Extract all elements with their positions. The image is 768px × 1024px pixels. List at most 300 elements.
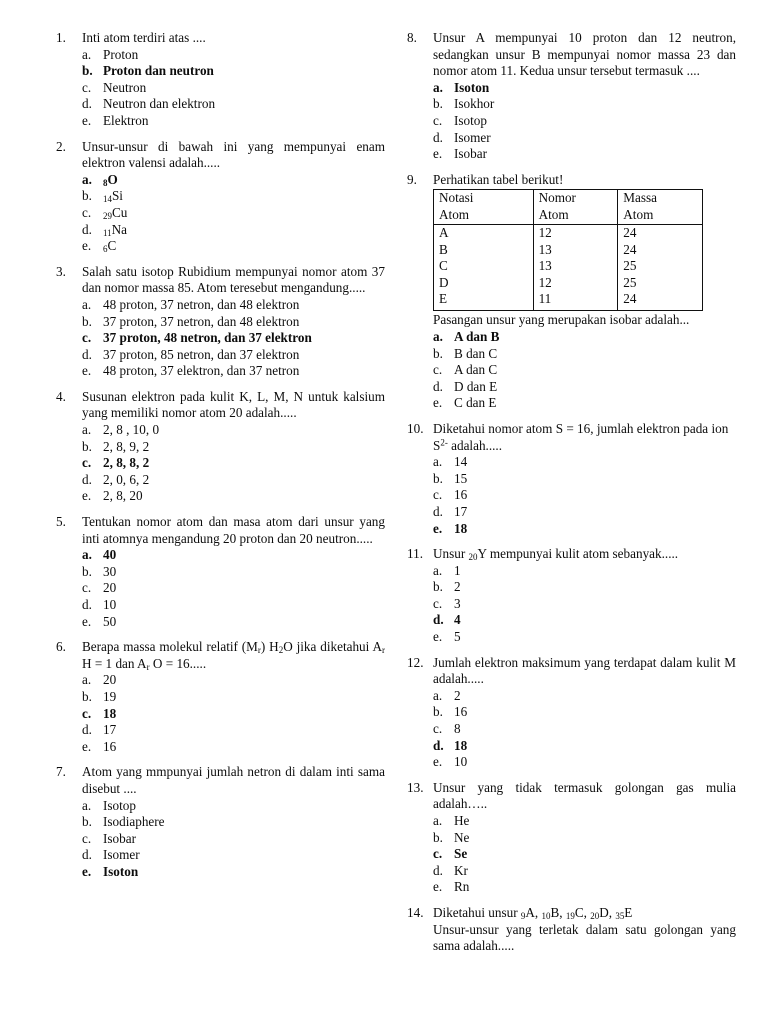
- option-item[interactable]: [433, 688, 736, 705]
- option-item[interactable]: [82, 814, 385, 831]
- option-item[interactable]: [82, 63, 385, 80]
- question-body: [82, 264, 385, 380]
- option-text: Rn: [454, 879, 470, 895]
- option-text: 17: [103, 722, 117, 738]
- option-item[interactable]: [82, 297, 385, 314]
- option-item[interactable]: [433, 563, 736, 580]
- question-block: [407, 546, 736, 646]
- option-item[interactable]: [82, 722, 385, 739]
- option-letter: d.: [82, 221, 92, 237]
- option-letter: a.: [433, 562, 443, 578]
- table-cell: 13: [533, 242, 618, 258]
- option-text: 18: [454, 737, 468, 753]
- table-header-cell: [618, 190, 703, 225]
- option-letter: b.: [82, 188, 92, 204]
- question-block: [407, 421, 736, 537]
- question-body: [433, 172, 736, 412]
- option-letter: d.: [433, 737, 444, 753]
- option-item[interactable]: [82, 222, 385, 239]
- option-text: 2: [454, 579, 461, 595]
- option-letter: a.: [82, 422, 92, 438]
- option-letter: b.: [433, 579, 443, 595]
- option-item[interactable]: [82, 488, 385, 505]
- question-text: Jumlah elektron maksimum yang terdapat dalam kulit M adalah.....: [433, 654, 736, 687]
- option-list: [82, 422, 385, 505]
- question-block: [407, 780, 736, 896]
- option-letter: a.: [433, 813, 443, 828]
- option-text: 37 proton, 85 netron, dan 37 elektron: [103, 346, 300, 362]
- table-header-line1: Notasi: [439, 190, 474, 206]
- option-letter: b.: [82, 563, 92, 579]
- question-text: Tentukan nomor atom dan masa atom dari unsur yang inti atomnya mengandung 20 proton dan 20 neutron.....: [82, 514, 385, 546]
- option-item[interactable]: [433, 454, 736, 471]
- option-letter: d.: [82, 471, 92, 487]
- option-text: 16: [454, 487, 468, 503]
- option-item[interactable]: [82, 739, 385, 756]
- option-letter: e.: [82, 238, 92, 254]
- option-item[interactable]: [82, 455, 385, 472]
- option-item[interactable]: [433, 579, 736, 596]
- question-number: 4.: [56, 388, 66, 404]
- option-letter: e.: [82, 863, 92, 879]
- question-number: 13.: [407, 779, 424, 795]
- option-item[interactable]: [433, 329, 736, 346]
- question-text: Unsur A mempunyai 10 proton dan 12 neutron, sedangkan unsur B mempunyai nomor massa 23 dan nomor atom 11. Kedua unsur tersebut termasuk ....: [433, 30, 736, 79]
- option-text: Neutron: [103, 79, 147, 95]
- option-text: 48 proton, 37 elektron, dan 37 netron: [103, 363, 300, 379]
- question-text: Diketahui unsur $_9$A, $_{10}$B, $_{19}$C, $_{20}$D, $_{35}$E: [433, 904, 633, 921]
- question-body: [82, 30, 385, 130]
- option-letter: d.: [433, 862, 443, 878]
- option-letter: b.: [82, 313, 92, 329]
- option-item[interactable]: [82, 706, 385, 723]
- option-letter: b.: [82, 688, 92, 704]
- table-header-line1: Nomor: [538, 190, 576, 206]
- table-header-line1: Massa: [623, 190, 657, 206]
- question-body: [433, 905, 736, 955]
- question-block: [407, 655, 736, 771]
- option-letter: b.: [82, 63, 93, 79]
- table-cell: A: [434, 225, 534, 242]
- question-number: 6.: [56, 639, 66, 655]
- option-text: 37 proton, 37 netron, dan 48 elektron: [103, 313, 300, 329]
- option-text: Isobar: [454, 146, 487, 162]
- question-subtext: Unsur-unsur yang terletak dalam satu golongan yang sama adalah.....: [433, 921, 736, 954]
- option-item[interactable]: [82, 689, 385, 706]
- option-letter: a.: [82, 797, 92, 813]
- option-text: A dan B: [454, 328, 500, 344]
- option-text: 18: [103, 705, 117, 721]
- option-letter: b.: [433, 704, 443, 720]
- question-number: 10.: [407, 420, 424, 436]
- option-letter: a.: [82, 672, 92, 688]
- option-item[interactable]: [433, 612, 736, 629]
- option-item[interactable]: [82, 472, 385, 489]
- option-letter: a.: [433, 79, 443, 95]
- question-number: 14.: [407, 904, 424, 920]
- option-text: Isomer: [454, 129, 491, 145]
- table-cell: B: [434, 242, 534, 258]
- question-body: [433, 30, 736, 163]
- option-letter: d.: [82, 597, 92, 612]
- option-text: 20: [103, 580, 117, 596]
- option-text: $_{14}$Si: [103, 188, 123, 205]
- option-item[interactable]: [82, 96, 385, 113]
- option-letter: b.: [82, 814, 92, 830]
- table-row: [434, 291, 703, 311]
- two-column-layout: [56, 30, 736, 964]
- option-letter: d.: [82, 722, 92, 738]
- option-letter: c.: [433, 721, 443, 737]
- option-item[interactable]: [433, 346, 736, 363]
- option-item[interactable]: [433, 362, 736, 379]
- option-text: 8: [454, 721, 461, 737]
- question-body: [433, 780, 736, 896]
- option-list: [82, 297, 385, 380]
- question-number: 12.: [407, 654, 424, 670]
- option-item[interactable]: [82, 614, 385, 631]
- table-header-cell: [533, 190, 618, 225]
- option-item[interactable]: [82, 172, 385, 189]
- option-letter: a.: [82, 46, 92, 62]
- option-item[interactable]: [82, 314, 385, 331]
- option-item[interactable]: [82, 439, 385, 456]
- atom-table: [433, 189, 703, 311]
- option-text: Isotop: [103, 797, 136, 813]
- option-text: Se: [454, 846, 468, 862]
- option-text: 20: [103, 672, 117, 688]
- option-text: Isotop: [454, 112, 487, 128]
- question-body: [82, 389, 385, 505]
- option-item[interactable]: [82, 547, 385, 564]
- option-list: [82, 172, 385, 255]
- option-item[interactable]: [433, 113, 736, 130]
- table-cell: 12: [533, 275, 618, 291]
- question-text: Perhatikan tabel berikut!: [433, 171, 564, 187]
- option-letter: a.: [82, 296, 92, 312]
- option-list: [433, 454, 736, 537]
- option-text: A dan C: [454, 362, 498, 378]
- table-header-cell: [434, 190, 534, 225]
- option-text: 50: [103, 613, 117, 629]
- question-block: [56, 514, 385, 630]
- option-text: Isokhor: [454, 96, 495, 112]
- option-item[interactable]: [82, 347, 385, 364]
- question-number: 2.: [56, 138, 66, 154]
- option-letter: e.: [433, 395, 443, 411]
- option-list: [82, 798, 385, 881]
- question-block: [407, 172, 736, 412]
- option-letter: d.: [433, 612, 444, 628]
- option-item[interactable]: [433, 471, 736, 488]
- option-letter: c.: [433, 362, 443, 378]
- table-cell: 24: [618, 291, 703, 311]
- option-text: $_{11}$Na: [103, 221, 128, 238]
- question-number: 5.: [56, 514, 66, 530]
- option-letter: b.: [433, 96, 443, 112]
- option-text: 18: [454, 520, 468, 536]
- option-text: 17: [454, 503, 468, 519]
- option-list: [433, 80, 736, 163]
- option-item[interactable]: [433, 813, 736, 830]
- option-text: 3: [454, 595, 461, 611]
- option-text: $_6$C: [103, 238, 117, 255]
- table-cell: 25: [618, 275, 703, 291]
- option-text: $_8$O: [103, 171, 118, 188]
- question-body: [433, 421, 736, 537]
- option-text: 15: [454, 470, 468, 486]
- option-letter: b.: [82, 438, 92, 454]
- table-cell: 12: [533, 225, 618, 242]
- atom-table-wrapper: [433, 189, 736, 311]
- option-item[interactable]: [82, 113, 385, 130]
- option-letter: d.: [82, 346, 92, 362]
- option-item[interactable]: [433, 96, 736, 113]
- question-block: [56, 639, 385, 755]
- table-header-row: [434, 190, 703, 225]
- option-item[interactable]: [82, 363, 385, 380]
- option-text: Proton dan neutron: [103, 63, 214, 79]
- option-text: 10: [454, 754, 468, 770]
- option-letter: e.: [82, 738, 92, 754]
- question-subtext: Pasangan unsur yang merupakan isobar adalah...: [433, 312, 690, 328]
- option-item[interactable]: [82, 205, 385, 222]
- option-item[interactable]: [82, 847, 385, 864]
- table-row: [434, 242, 703, 258]
- table-cell: 13: [533, 258, 618, 274]
- question-text: Atom yang mmpunyai jumlah netron di dalam inti sama disebut ....: [82, 764, 385, 796]
- option-text: He: [454, 813, 470, 828]
- question-number: 9.: [407, 171, 417, 187]
- option-letter: c.: [82, 830, 92, 846]
- option-text: 40: [103, 547, 117, 563]
- option-list: [82, 547, 385, 630]
- option-letter: d.: [82, 847, 92, 863]
- option-text: B dan C: [454, 345, 498, 361]
- question-block: [56, 264, 385, 380]
- option-letter: e.: [82, 112, 92, 128]
- question-block: [56, 30, 385, 130]
- option-text: Proton: [103, 46, 139, 62]
- question-body: [433, 546, 736, 646]
- question-body: [82, 139, 385, 255]
- option-text: D dan E: [454, 378, 498, 394]
- question-text: Berapa massa molekul relatif $(M_r)$ $H_2O$ jika diketahui $A_r$ H = 1 dan $A_r$ O = 16.....: [82, 639, 385, 672]
- table-row: [434, 275, 703, 291]
- option-item[interactable]: [82, 564, 385, 581]
- option-text: 1: [454, 562, 461, 578]
- option-letter: b.: [433, 829, 443, 845]
- table-cell: 24: [618, 225, 703, 242]
- option-item[interactable]: [433, 504, 736, 521]
- option-item[interactable]: [82, 330, 385, 347]
- option-letter: c.: [82, 580, 92, 596]
- option-item[interactable]: [82, 80, 385, 97]
- option-letter: a.: [82, 171, 92, 187]
- option-letter: c.: [433, 846, 443, 862]
- option-item[interactable]: [82, 47, 385, 64]
- question-block: [56, 139, 385, 255]
- question-number: 3.: [56, 263, 66, 279]
- option-text: 2, 0, 6, 2: [103, 471, 150, 487]
- table-cell: C: [434, 258, 534, 274]
- table-cell: 25: [618, 258, 703, 274]
- question-text: Unsur yang tidak termasuk golongan gas mulia adalah…..: [433, 779, 736, 812]
- table-row: [434, 225, 703, 242]
- option-text: $_{29}$Cu: [103, 204, 128, 221]
- option-text: 4: [454, 612, 461, 628]
- question-body: [82, 639, 385, 755]
- option-text: 48 proton, 37 netron, dan 48 elektron: [103, 296, 300, 312]
- option-letter: c.: [433, 112, 443, 128]
- option-letter: e.: [433, 629, 443, 645]
- question-column-left: [56, 30, 385, 890]
- question-text: Diketahui nomor atom S = 16, jumlah elektron pada ion $S^{2-}$ adalah.....: [433, 420, 729, 453]
- option-text: 10: [103, 597, 117, 612]
- option-text: Neutron dan elektron: [103, 96, 216, 112]
- option-list: [433, 813, 736, 896]
- question-text: Unsur-unsur di bawah ini yang mempunyai enam elektron valensi adalah.....: [82, 138, 385, 171]
- option-letter: e.: [82, 363, 92, 379]
- table-cell: D: [434, 275, 534, 291]
- question-body: [433, 655, 736, 771]
- option-letter: b.: [433, 470, 443, 486]
- option-letter: d.: [433, 129, 443, 145]
- option-text: 16: [103, 738, 117, 754]
- option-letter: d.: [433, 503, 443, 519]
- option-text: C dan E: [454, 395, 497, 411]
- option-text: 30: [103, 563, 117, 579]
- option-text: 2, 8 , 10, 0: [103, 422, 160, 438]
- option-item[interactable]: [82, 597, 385, 614]
- option-text: 2, 8, 9, 2: [103, 438, 150, 454]
- option-item[interactable]: [433, 846, 736, 863]
- option-item[interactable]: [82, 422, 385, 439]
- option-item[interactable]: [433, 80, 736, 97]
- option-letter: c.: [82, 705, 92, 721]
- option-letter: d.: [433, 378, 443, 394]
- option-list: [433, 329, 736, 412]
- option-letter: e.: [82, 613, 92, 629]
- option-list: [82, 47, 385, 130]
- option-text: 2: [454, 687, 461, 703]
- option-item[interactable]: [433, 704, 736, 721]
- option-text: 5: [454, 629, 461, 645]
- option-item[interactable]: [82, 580, 385, 597]
- question-number: 8.: [407, 30, 417, 45]
- option-text: Isodiaphere: [103, 814, 165, 830]
- option-text: Isobar: [103, 830, 136, 846]
- option-letter: c.: [82, 79, 92, 95]
- table-header-line2: Atom: [439, 206, 470, 222]
- option-letter: a.: [433, 454, 443, 470]
- option-letter: e.: [433, 520, 443, 536]
- option-letter: e.: [82, 488, 92, 504]
- option-letter: c.: [433, 595, 443, 611]
- question-block: [407, 30, 736, 163]
- question-body: [82, 514, 385, 630]
- option-list: [433, 688, 736, 771]
- option-item[interactable]: [433, 830, 736, 847]
- option-letter: e.: [433, 754, 443, 770]
- option-letter: a.: [433, 687, 443, 703]
- option-item[interactable]: [433, 395, 736, 412]
- option-text: 37 proton, 48 netron, dan 37 elektron: [103, 330, 312, 346]
- question-number: 7.: [56, 764, 66, 780]
- option-text: Kr: [454, 862, 468, 878]
- option-item[interactable]: [433, 596, 736, 613]
- option-text: Ne: [454, 829, 470, 845]
- table-header-line2: Atom: [538, 206, 569, 222]
- option-letter: a.: [82, 547, 92, 563]
- option-text: 16: [454, 704, 468, 720]
- question-number: 11.: [407, 546, 423, 562]
- option-item[interactable]: [433, 738, 736, 755]
- question-block: [407, 905, 736, 955]
- question-text: Salah satu isotop Rubidium mempunyai nomor atom 37 dan nomor massa 85. Atom teresebut mengandung.....: [82, 263, 385, 296]
- question-text: Unsur $_{20}$Y mempunyai kulit atom sebanyak.....: [433, 546, 679, 563]
- option-text: Isoton: [103, 863, 139, 879]
- option-item[interactable]: [433, 379, 736, 396]
- option-text: 2, 8, 8, 2: [103, 455, 150, 471]
- question-text: Susunan elektron pada kulit K, L, M, N untuk kalsium yang memiliki nomor atom 20 adalah.....: [82, 388, 385, 421]
- option-text: Elektron: [103, 112, 149, 128]
- option-letter: a.: [433, 328, 443, 344]
- option-text: Isoton: [454, 79, 490, 95]
- option-letter: b.: [433, 345, 443, 361]
- option-letter: d.: [82, 96, 92, 112]
- option-item[interactable]: [433, 879, 736, 896]
- question-body: [82, 764, 385, 880]
- option-item[interactable]: [82, 798, 385, 815]
- option-list: [433, 563, 736, 646]
- option-item[interactable]: [433, 863, 736, 880]
- option-list: [82, 672, 385, 755]
- option-text: Isomer: [103, 847, 140, 863]
- option-letter: e.: [433, 146, 443, 162]
- option-item[interactable]: [433, 487, 736, 504]
- option-letter: c.: [82, 330, 92, 346]
- question-column-right: [407, 30, 736, 964]
- option-item[interactable]: [433, 521, 736, 538]
- table-cell: E: [434, 291, 534, 311]
- option-item[interactable]: [82, 672, 385, 689]
- option-item[interactable]: [433, 130, 736, 147]
- option-item[interactable]: [433, 629, 736, 646]
- option-letter: e.: [433, 879, 443, 895]
- option-item[interactable]: [433, 754, 736, 771]
- option-item[interactable]: [82, 864, 385, 881]
- option-text: 14: [454, 454, 468, 470]
- option-item[interactable]: [82, 238, 385, 255]
- option-item[interactable]: [433, 721, 736, 738]
- question-block: [56, 389, 385, 505]
- option-letter: c.: [82, 204, 92, 220]
- option-letter: c.: [82, 455, 92, 471]
- option-item[interactable]: [82, 831, 385, 848]
- option-item[interactable]: [433, 146, 736, 163]
- option-text: 19: [103, 688, 117, 704]
- question-number: 1.: [56, 30, 66, 45]
- question-text: Inti atom terdiri atas ....: [82, 30, 206, 45]
- table-row: [434, 258, 703, 274]
- option-text: 2, 8, 20: [103, 488, 143, 504]
- table-cell: 24: [618, 242, 703, 258]
- option-item[interactable]: [82, 188, 385, 205]
- question-block: [56, 764, 385, 880]
- table-header-line2: Atom: [623, 206, 654, 222]
- table-cell: 11: [533, 291, 618, 311]
